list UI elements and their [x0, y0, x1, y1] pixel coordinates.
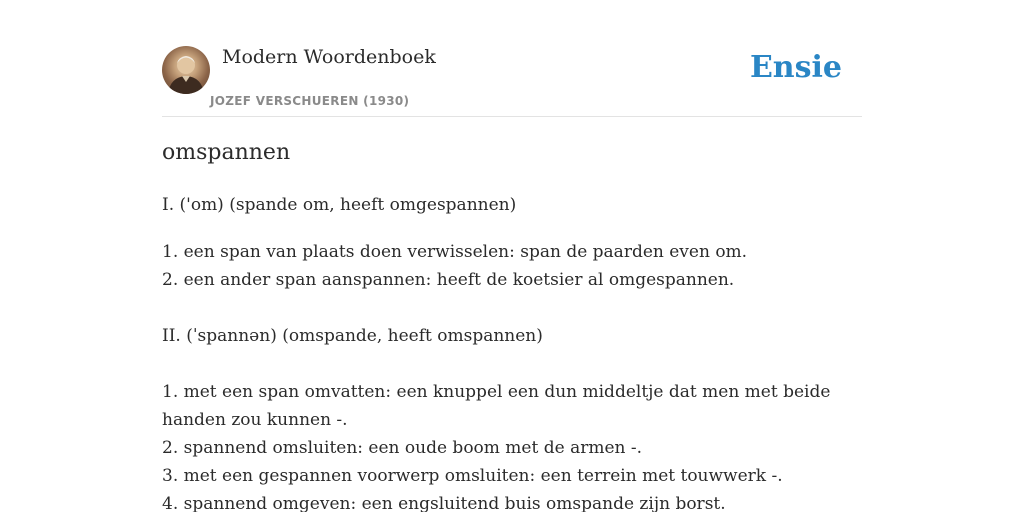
portrait-avatar-icon: [162, 46, 210, 94]
entry-headword: omspannen: [162, 140, 291, 165]
header: [162, 0, 862, 117]
ensie-logo[interactable]: Ensie: [749, 50, 842, 85]
author-avatar[interactable]: [162, 46, 210, 94]
entry-definition: 2. een ander span aanspannen: heeft de koetsier al omgespannen.: [162, 270, 735, 290]
entry-definition: 4. spannend omgeven: een engsluitend buis omspande zijn borst.: [162, 494, 726, 512]
entry-sense-heading-2: II. (ˈspannən) (omspande, heeft omspannen): [162, 326, 543, 346]
entry-definition: 1. met een span omvatten: een knuppel een dun middeltje dat men met beide: [162, 382, 831, 402]
entry-sense-heading-1: I. ('om) (spande om, heeft omgespannen): [162, 195, 517, 215]
book-title[interactable]: Modern Woordenboek: [222, 46, 436, 68]
entry-definition: 2. spannend omsluiten: een oude boom met de armen -.: [162, 438, 643, 458]
entry-definition: 3. met een gespannen voorwerp omsluiten: een terrein met touwwerk -.: [162, 466, 783, 486]
author-name[interactable]: JOZEF VERSCHUEREN (1930): [210, 94, 410, 108]
page: [162, 0, 862, 512]
entry-definition-continuation: handen zou kunnen -.: [162, 410, 348, 430]
entry-definition: 1. een span van plaats doen verwisselen: span de paarden even om.: [162, 242, 748, 262]
